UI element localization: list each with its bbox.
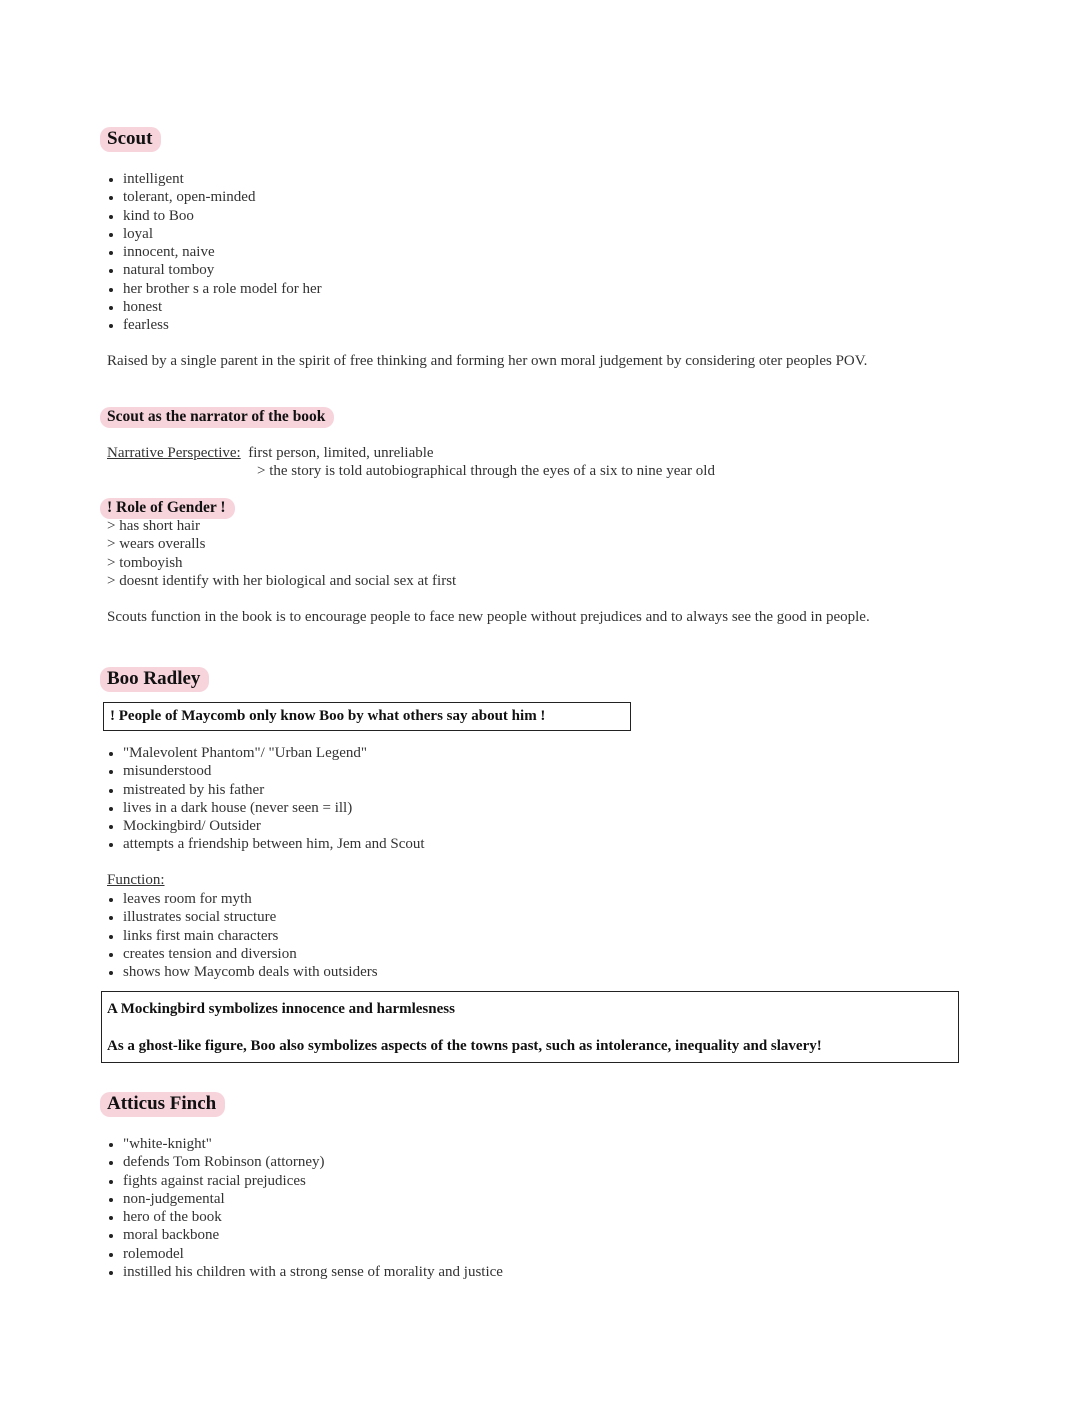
list-item: links first main characters: [107, 927, 378, 945]
narrative-perspective-label: Narrative Perspective:: [107, 445, 241, 461]
list-item: fearless: [107, 316, 322, 334]
list-item: her brother s a role model for her: [107, 280, 322, 298]
list-item: "white-knight": [107, 1135, 503, 1153]
list-item: leaves room for myth: [107, 890, 378, 908]
boo-rumor-box: ! People of Maycomb only know Boo by what others say about him !: [103, 702, 631, 731]
list-item: rolemodel: [107, 1245, 503, 1263]
atticus-heading: Atticus Finch: [100, 1092, 225, 1117]
gender-heading: ! Role of Gender !: [100, 498, 235, 519]
list-item: attempts a friendship between him, Jem and Scout: [107, 835, 425, 853]
list-item: tolerant, open-minded: [107, 188, 322, 206]
list-item: natural tomboy: [107, 261, 322, 279]
boo-function-label: Function:: [107, 872, 165, 888]
list-item: fights against racial prejudices: [107, 1172, 503, 1190]
list-item: hero of the book: [107, 1208, 503, 1226]
list-item: > has short hair: [107, 518, 201, 534]
atticus-traits-list: [107, 1135, 503, 1281]
gender-points-list: [107, 517, 456, 590]
narrative-perspective-note: > the story is told autobiographical through the eyes of a six to nine year old: [257, 463, 715, 479]
boo-functions-list: [107, 890, 378, 981]
list-item: lives in a dark house (never seen = ill): [107, 799, 425, 817]
list-item: loyal: [107, 225, 322, 243]
list-item: instilled his children with a strong sense of morality and justice: [107, 1263, 503, 1281]
scout-traits-list: [107, 170, 322, 335]
list-item: Mockingbird/ Outsider: [107, 817, 425, 835]
list-item: misunderstood: [107, 762, 425, 780]
list-item: illustrates social structure: [107, 908, 378, 926]
scout-summary: Raised by a single parent in the spirit of free thinking and forming her own moral judgement by considering oter peoples POV.: [107, 353, 868, 369]
mockingbird-symbol-line: A Mockingbird symbolizes innocence and harmlesness: [107, 1001, 455, 1017]
scout-heading: Scout: [100, 127, 161, 152]
list-item: "Malevolent Phantom"/ "Urban Legend": [107, 744, 425, 762]
list-item: intelligent: [107, 170, 322, 188]
mockingbird-symbol-box: [101, 991, 959, 1063]
scout-function-text: Scouts function in the book is to encourage people to face new people without prejudices and to always see the good in people.: [107, 609, 870, 625]
list-item: moral backbone: [107, 1226, 503, 1244]
boo-ghost-symbol-line: As a ghost-like figure, Boo also symbolizes aspects of the towns past, such as intolerance, inequality and slavery!: [107, 1038, 822, 1054]
list-item: defends Tom Robinson (attorney): [107, 1153, 503, 1171]
list-item: honest: [107, 298, 322, 316]
list-item: kind to Boo: [107, 207, 322, 225]
boo-heading: Boo Radley: [100, 667, 209, 692]
list-item: creates tension and diversion: [107, 945, 378, 963]
boo-traits-list: [107, 744, 425, 854]
list-item: > doesnt identify with her biological and social sex at first: [107, 572, 457, 589]
list-item: innocent, naive: [107, 243, 322, 261]
list-item: shows how Maycomb deals with outsiders: [107, 963, 378, 981]
narrative-perspective-value: first person, limited, unreliable: [248, 445, 434, 461]
list-item: mistreated by his father: [107, 781, 425, 799]
list-item: > tomboyish: [107, 554, 183, 571]
list-item: > wears overalls: [107, 536, 206, 553]
narrator-heading: Scout as the narrator of the book: [100, 407, 334, 428]
list-item: non-judgemental: [107, 1190, 503, 1208]
narrative-perspective-row: [107, 444, 434, 462]
